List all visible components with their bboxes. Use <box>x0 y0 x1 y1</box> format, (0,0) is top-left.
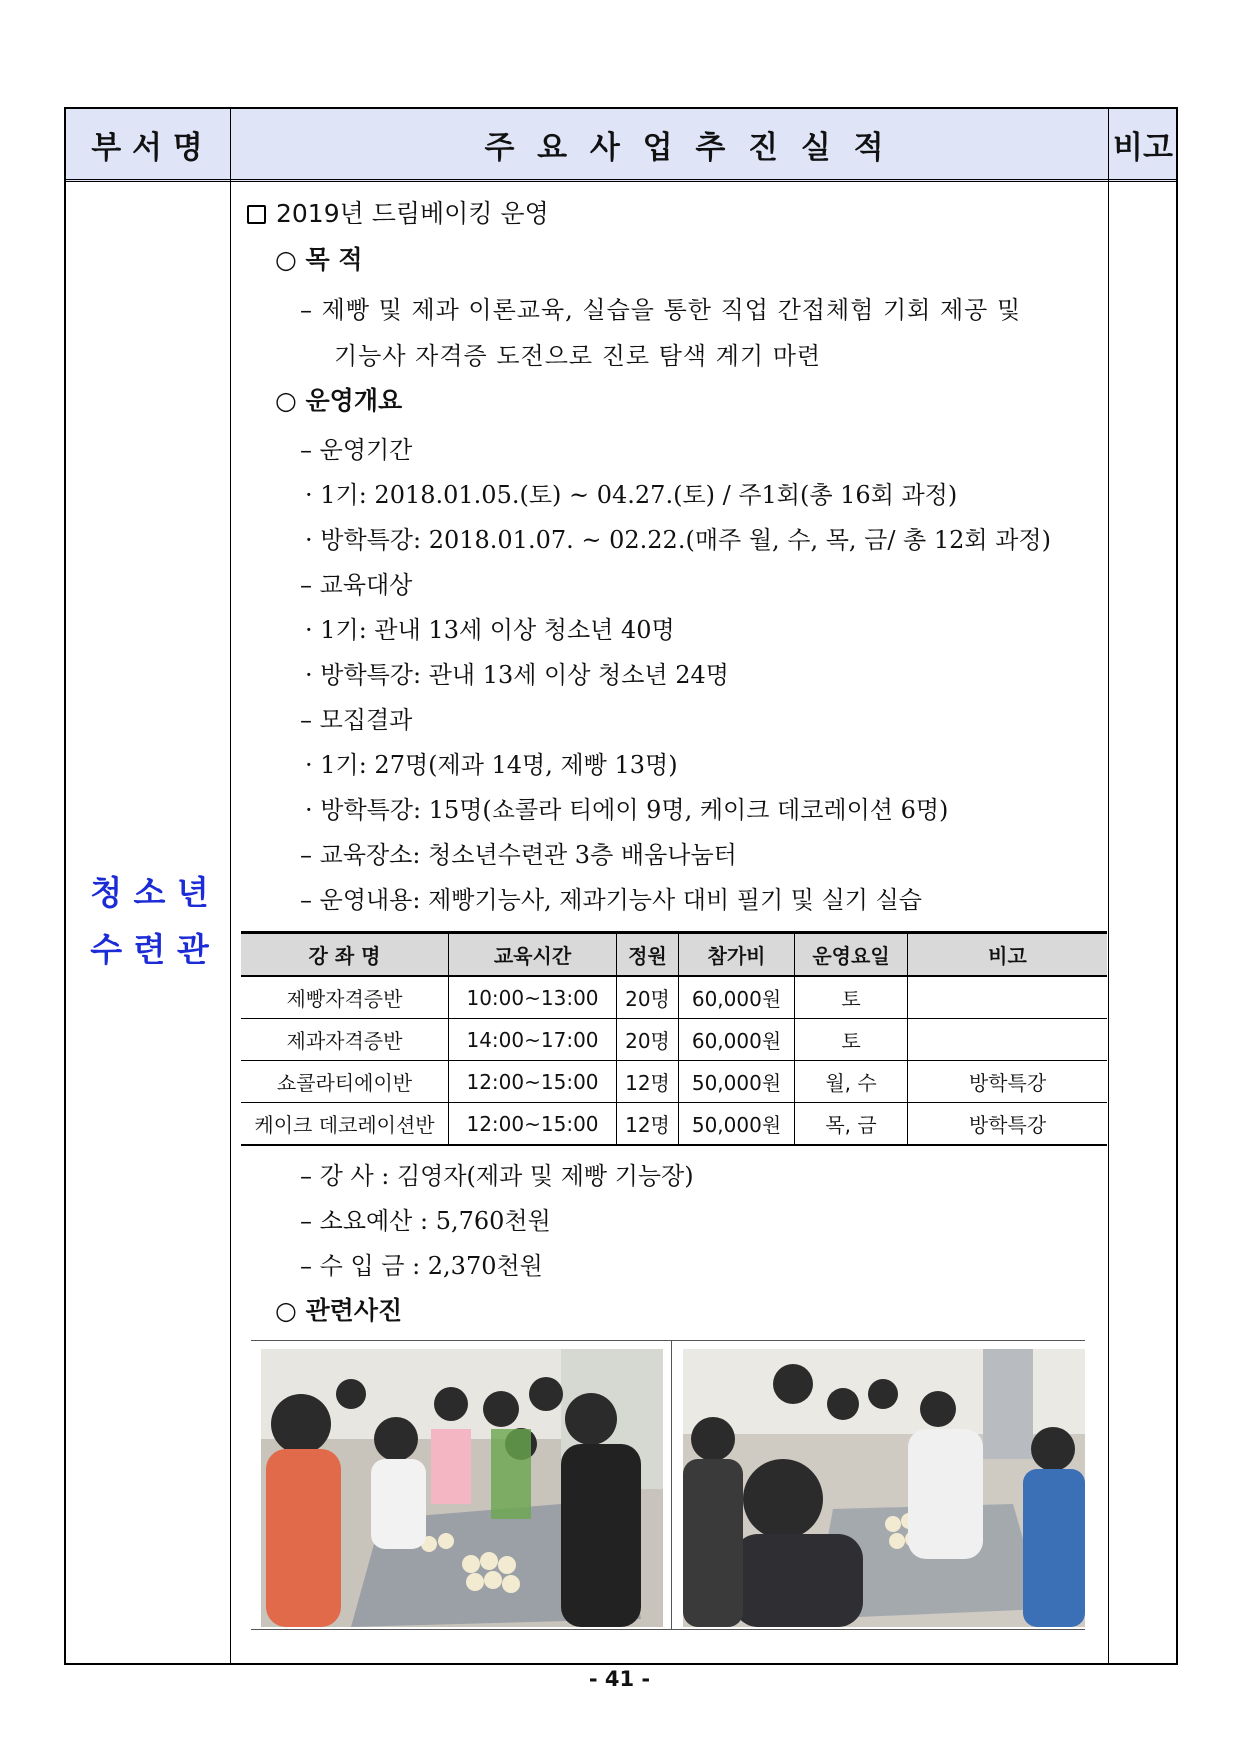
table-row: 케이크 데코레이션반 12:00~15:00 12명 50,000원 목, 금 방학특강 <box>241 1103 1107 1146</box>
overview-line: · 방학특강: 2018.01.07. ~ 02.22.(매주 월, 수, 목, 금/ 총 12회 과정) <box>305 526 1051 554</box>
overview-line: · 방학특강: 관내 13세 이상 청소년 24명 <box>305 661 729 689</box>
overview-line: – 교육장소: 청소년수련관 3층 배움나눔터 <box>300 841 737 869</box>
baking-class-photo <box>261 1349 663 1627</box>
overview-line: · 방학특강: 15명(쇼콜라 티에이 9명, 케이크 데코레이션 6명) <box>305 796 949 824</box>
photos-heading: ○ 관련사진 <box>275 1296 403 1325</box>
overview-line: – 운영기간 <box>300 436 413 464</box>
baking-class-photo <box>683 1349 1085 1627</box>
purpose-heading: ○ 목 적 <box>275 245 363 274</box>
purpose-line: 기능사 자격증 도전으로 진로 탐색 계기 마련 <box>334 342 822 370</box>
photo-image <box>683 1349 1085 1627</box>
department-name: 청 소 년 수 련 관 <box>90 873 209 969</box>
photo-image <box>261 1349 663 1627</box>
column-divider <box>1108 109 1109 1663</box>
overview-line: – 교육대상 <box>300 571 413 599</box>
main-header: 주 요 사 업 추 진 실 적 <box>484 129 890 166</box>
purpose-line: – 제빵 및 제과 이론교육, 실습을 통한 직업 간접체험 기회 제공 및 <box>300 296 1022 324</box>
overview-line: · 1기: 관내 13세 이상 청소년 40명 <box>305 616 675 644</box>
photo-divider <box>671 1341 672 1629</box>
checkbox-square-icon <box>247 205 266 224</box>
course-table <box>241 931 1107 1146</box>
table-row: 제과자격증반 14:00~17:00 20명 60,000원 토 <box>241 1019 1107 1061</box>
photo-gallery <box>251 1340 1085 1630</box>
overview-line: – 운영내용: 제빵기능사, 제과기능사 대비 필기 및 실기 실습 <box>300 886 922 914</box>
income-line: – 수 입 금 : 2,370천원 <box>300 1252 543 1280</box>
table-header <box>66 109 1176 182</box>
overview-line: · 1기: 27명(제과 14명, 제빵 13명) <box>305 751 678 779</box>
budget-line: – 소요예산 : 5,760천원 <box>300 1207 551 1235</box>
overview-line: · 1기: 2018.01.05.(토) ~ 04.27.(토) / 주1회(총 16회 과정) <box>305 481 958 509</box>
table-header-row: 강 좌 명 교육시간 정원 참가비 운영요일 비고 <box>241 933 1107 977</box>
instructor-line: – 강 사 : 김영자(제과 및 제빵 기능장) <box>300 1162 694 1190</box>
table-row: 제빵자격증반 10:00~13:00 20명 60,000원 토 <box>241 976 1107 1019</box>
section-title: 2019년 드림베이킹 운영 <box>247 194 549 230</box>
overview-line: – 모집결과 <box>300 706 413 734</box>
overview-heading: ○ 운영개요 <box>275 386 403 415</box>
dept-header: 부 서 명 <box>91 129 203 166</box>
note-header: 비고 <box>1113 129 1173 166</box>
table-row: 쇼콜라티에이반 12:00~15:00 12명 50,000원 월, 수 방학특강 <box>241 1061 1107 1103</box>
page-number: - 41 - <box>588 1667 651 1691</box>
